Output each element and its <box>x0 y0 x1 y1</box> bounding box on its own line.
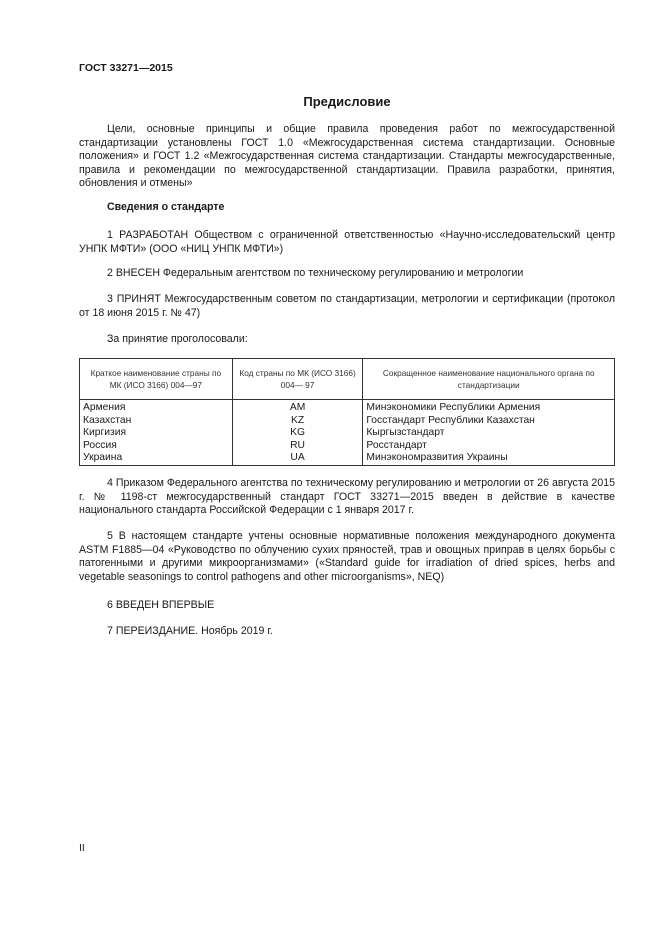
standards-body: Кыргызстандарт <box>363 427 615 440</box>
country-name: Киргизия <box>80 427 233 440</box>
table-row <box>80 440 615 453</box>
table-row <box>80 427 615 440</box>
standards-body: Минэкономики Республики Армения <box>363 400 615 415</box>
paragraph-1-developed: 1 РАЗРАБОТАН Обществом с ограниченной ответственностью «Научно-исследовательский центр УНПК МФТИ» (ООО «НИЦ УНПК МФТИ») <box>79 229 615 255</box>
document-code-header: ГОСТ 33271—2015 <box>79 62 173 74</box>
table-row <box>80 452 615 465</box>
paragraph-7-reissue: 7 ПЕРЕИЗДАНИЕ. Ноябрь 2019 г. <box>107 625 273 637</box>
intro-paragraph: Цели, основные принципы и общие правила проведения работ по межгосударственной стандартизации установлены ГОСТ 1.0 «Межгосударственная система стандартизации. Основные положения» и ГОСТ 1.2 «Межгосударственная система стандартизации. Стандарты межгосударственные, правила и рекомендации по межгосударственной стандартизации. Правила разработки, принятия, обновления и отмены» <box>79 123 615 190</box>
country-name: Россия <box>80 440 233 453</box>
table-header-row <box>80 359 615 400</box>
standards-body: Минэкономразвития Украины <box>363 452 615 465</box>
country-code: AM <box>232 400 363 415</box>
paragraph-4-order: 4 Приказом Федерального агентства по техническому регулированию и метрологии от 26 августа 2015 г. № 1198-ст межгосударственный стандарт ГОСТ 33271—2015 введен в действие в качестве национального стандарта Российской Федерации с 1 января 2017 г. <box>79 477 615 517</box>
voting-table <box>79 358 615 466</box>
page-number: II <box>79 842 85 854</box>
country-code: UA <box>232 452 363 465</box>
paragraph-5-astm-reference: 5 В настоящем стандарте учтены основные нормативные положения международного документа ASTM F1885—04 «Руководство по облучению сухих пряностей, трав и овощных приправ в целях борьбы с патогенными и другими микроорганизмами» («Standard guide for irradiation of dried spices, herbs and vegetable seasonings to control pathogens and other microorganisms», NEQ) <box>79 530 615 583</box>
country-name: Армения <box>80 400 233 415</box>
header-country-name: Краткое наименование страны по МК (ИСО 3166) 004—97 <box>80 359 233 400</box>
country-code: KZ <box>232 415 363 428</box>
country-code: KG <box>232 427 363 440</box>
page-title: Предисловие <box>303 94 391 109</box>
table-row <box>80 415 615 428</box>
header-country-code: Код страны по МК (ИСО 3166) 004— 97 <box>232 359 363 400</box>
vote-label: За принятие проголосовали: <box>107 333 248 345</box>
standards-body: Росстандарт <box>363 440 615 453</box>
standards-body: Госстандарт Республики Казахстан <box>363 415 615 428</box>
section-heading: Сведения о стандарте <box>107 201 225 213</box>
country-name: Казахстан <box>80 415 233 428</box>
paragraph-2-submitted: 2 ВНЕСЕН Федеральным агентством по техническому регулированию и метрологии <box>107 267 524 279</box>
table-row <box>80 400 615 415</box>
paragraph-6-introduced: 6 ВВЕДЕН ВПЕРВЫЕ <box>107 599 215 611</box>
paragraph-3-adopted: 3 ПРИНЯТ Межгосударственным советом по стандартизации, метрологии и сертификации (протокол от 18 июня 2015 г. № 47) <box>79 293 615 319</box>
country-name: Украина <box>80 452 233 465</box>
country-code: RU <box>232 440 363 453</box>
header-standards-body: Сокращенное наименование национального органа по стандартизации <box>363 359 615 400</box>
